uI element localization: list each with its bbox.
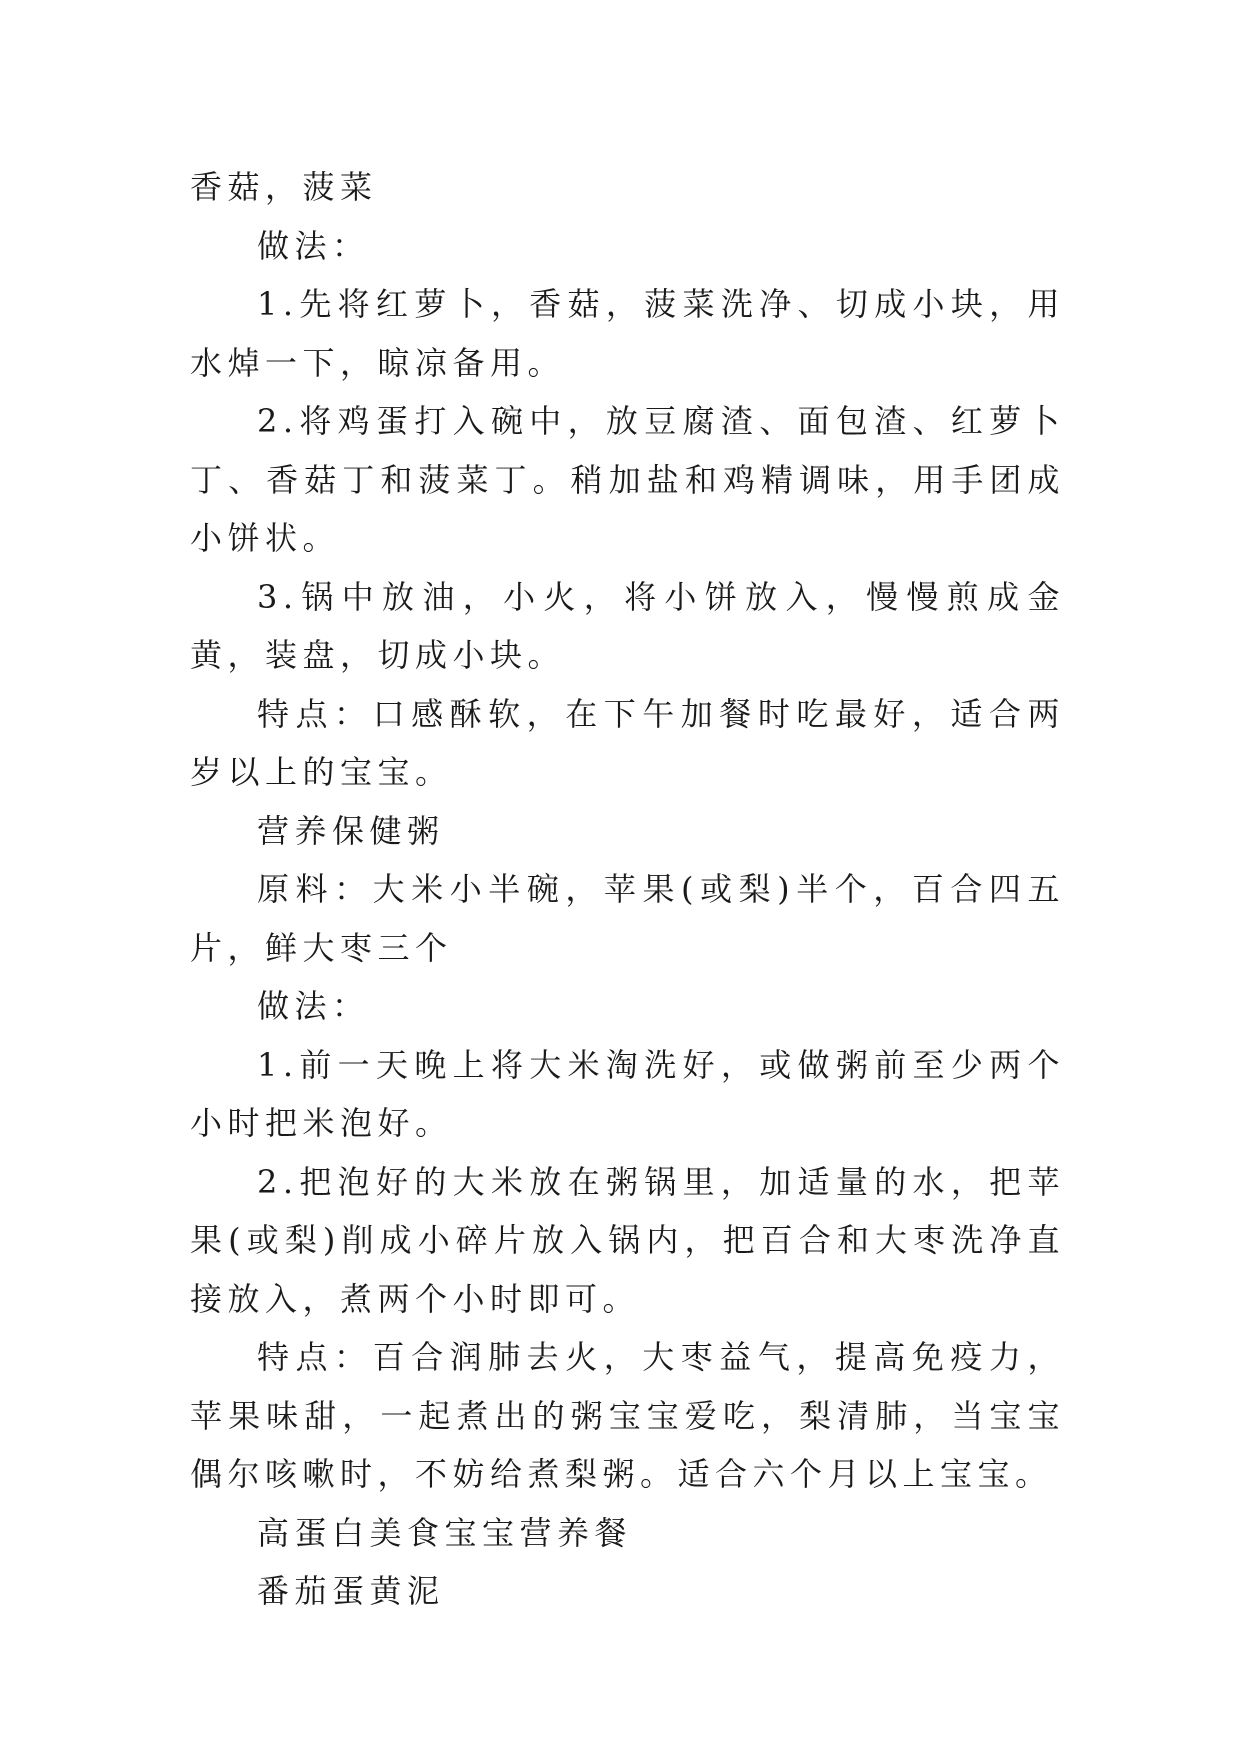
paragraph-step-1: 1.先将红萝卜，香菇，菠菜洗净、切成小块，用水焯一下，晾凉备用。 bbox=[190, 285, 1065, 382]
paragraph-method-heading: 做法： bbox=[257, 226, 370, 265]
paragraph-ingredients-tail: 香菇，菠菜 bbox=[190, 168, 378, 206]
paragraph-method-heading-2: 做法： bbox=[257, 987, 370, 1025]
paragraph-step-3: 3.锅中放油，小火，将小饼放入，慢慢煎成金黄，装盘，切成小块。 bbox=[190, 577, 1065, 674]
paragraph-ingredients: 原料：大米小半碗，苹果(或梨)半个，百合四五片，鲜大枣三个 bbox=[190, 870, 1065, 967]
paragraph-recipe-title-2: 番茄蛋黄泥 bbox=[257, 1572, 445, 1610]
paragraph-step-1b: 1.前一天晚上将大米淘洗好，或做粥前至少两个小时把米泡好。 bbox=[190, 1045, 1065, 1142]
paragraph-feature-2: 特点：百合润肺去火，大枣益气，提高免疫力，苹果味甜，一起煮出的粥宝宝爱吃，梨清肺，当宝宝偶尔咳嗽时，不妨给煮梨粥。适合六个月以上宝宝。 bbox=[190, 1338, 1065, 1493]
paragraph-step-2b: 2.把泡好的大米放在粥锅里，加适量的水，把苹果(或梨)削成小碎片放入锅内，把百合和大枣洗净直接放入，煮两个小时即可。 bbox=[190, 1162, 1065, 1318]
paragraph-section-title: 高蛋白美食宝宝营养餐 bbox=[257, 1513, 633, 1552]
paragraph-recipe-title: 营养保健粥 bbox=[257, 811, 445, 850]
paragraph-feature: 特点：口感酥软，在下午加餐时吃最好，适合两岁以上的宝宝。 bbox=[190, 694, 1065, 791]
document-page bbox=[190, 158, 1065, 1621]
paragraph-step-2: 2.将鸡蛋打入碗中，放豆腐渣、面包渣、红萝卜丁、香菇丁和菠菜丁。稍加盐和鸡精调味，用手团成小饼状。 bbox=[190, 402, 1065, 557]
